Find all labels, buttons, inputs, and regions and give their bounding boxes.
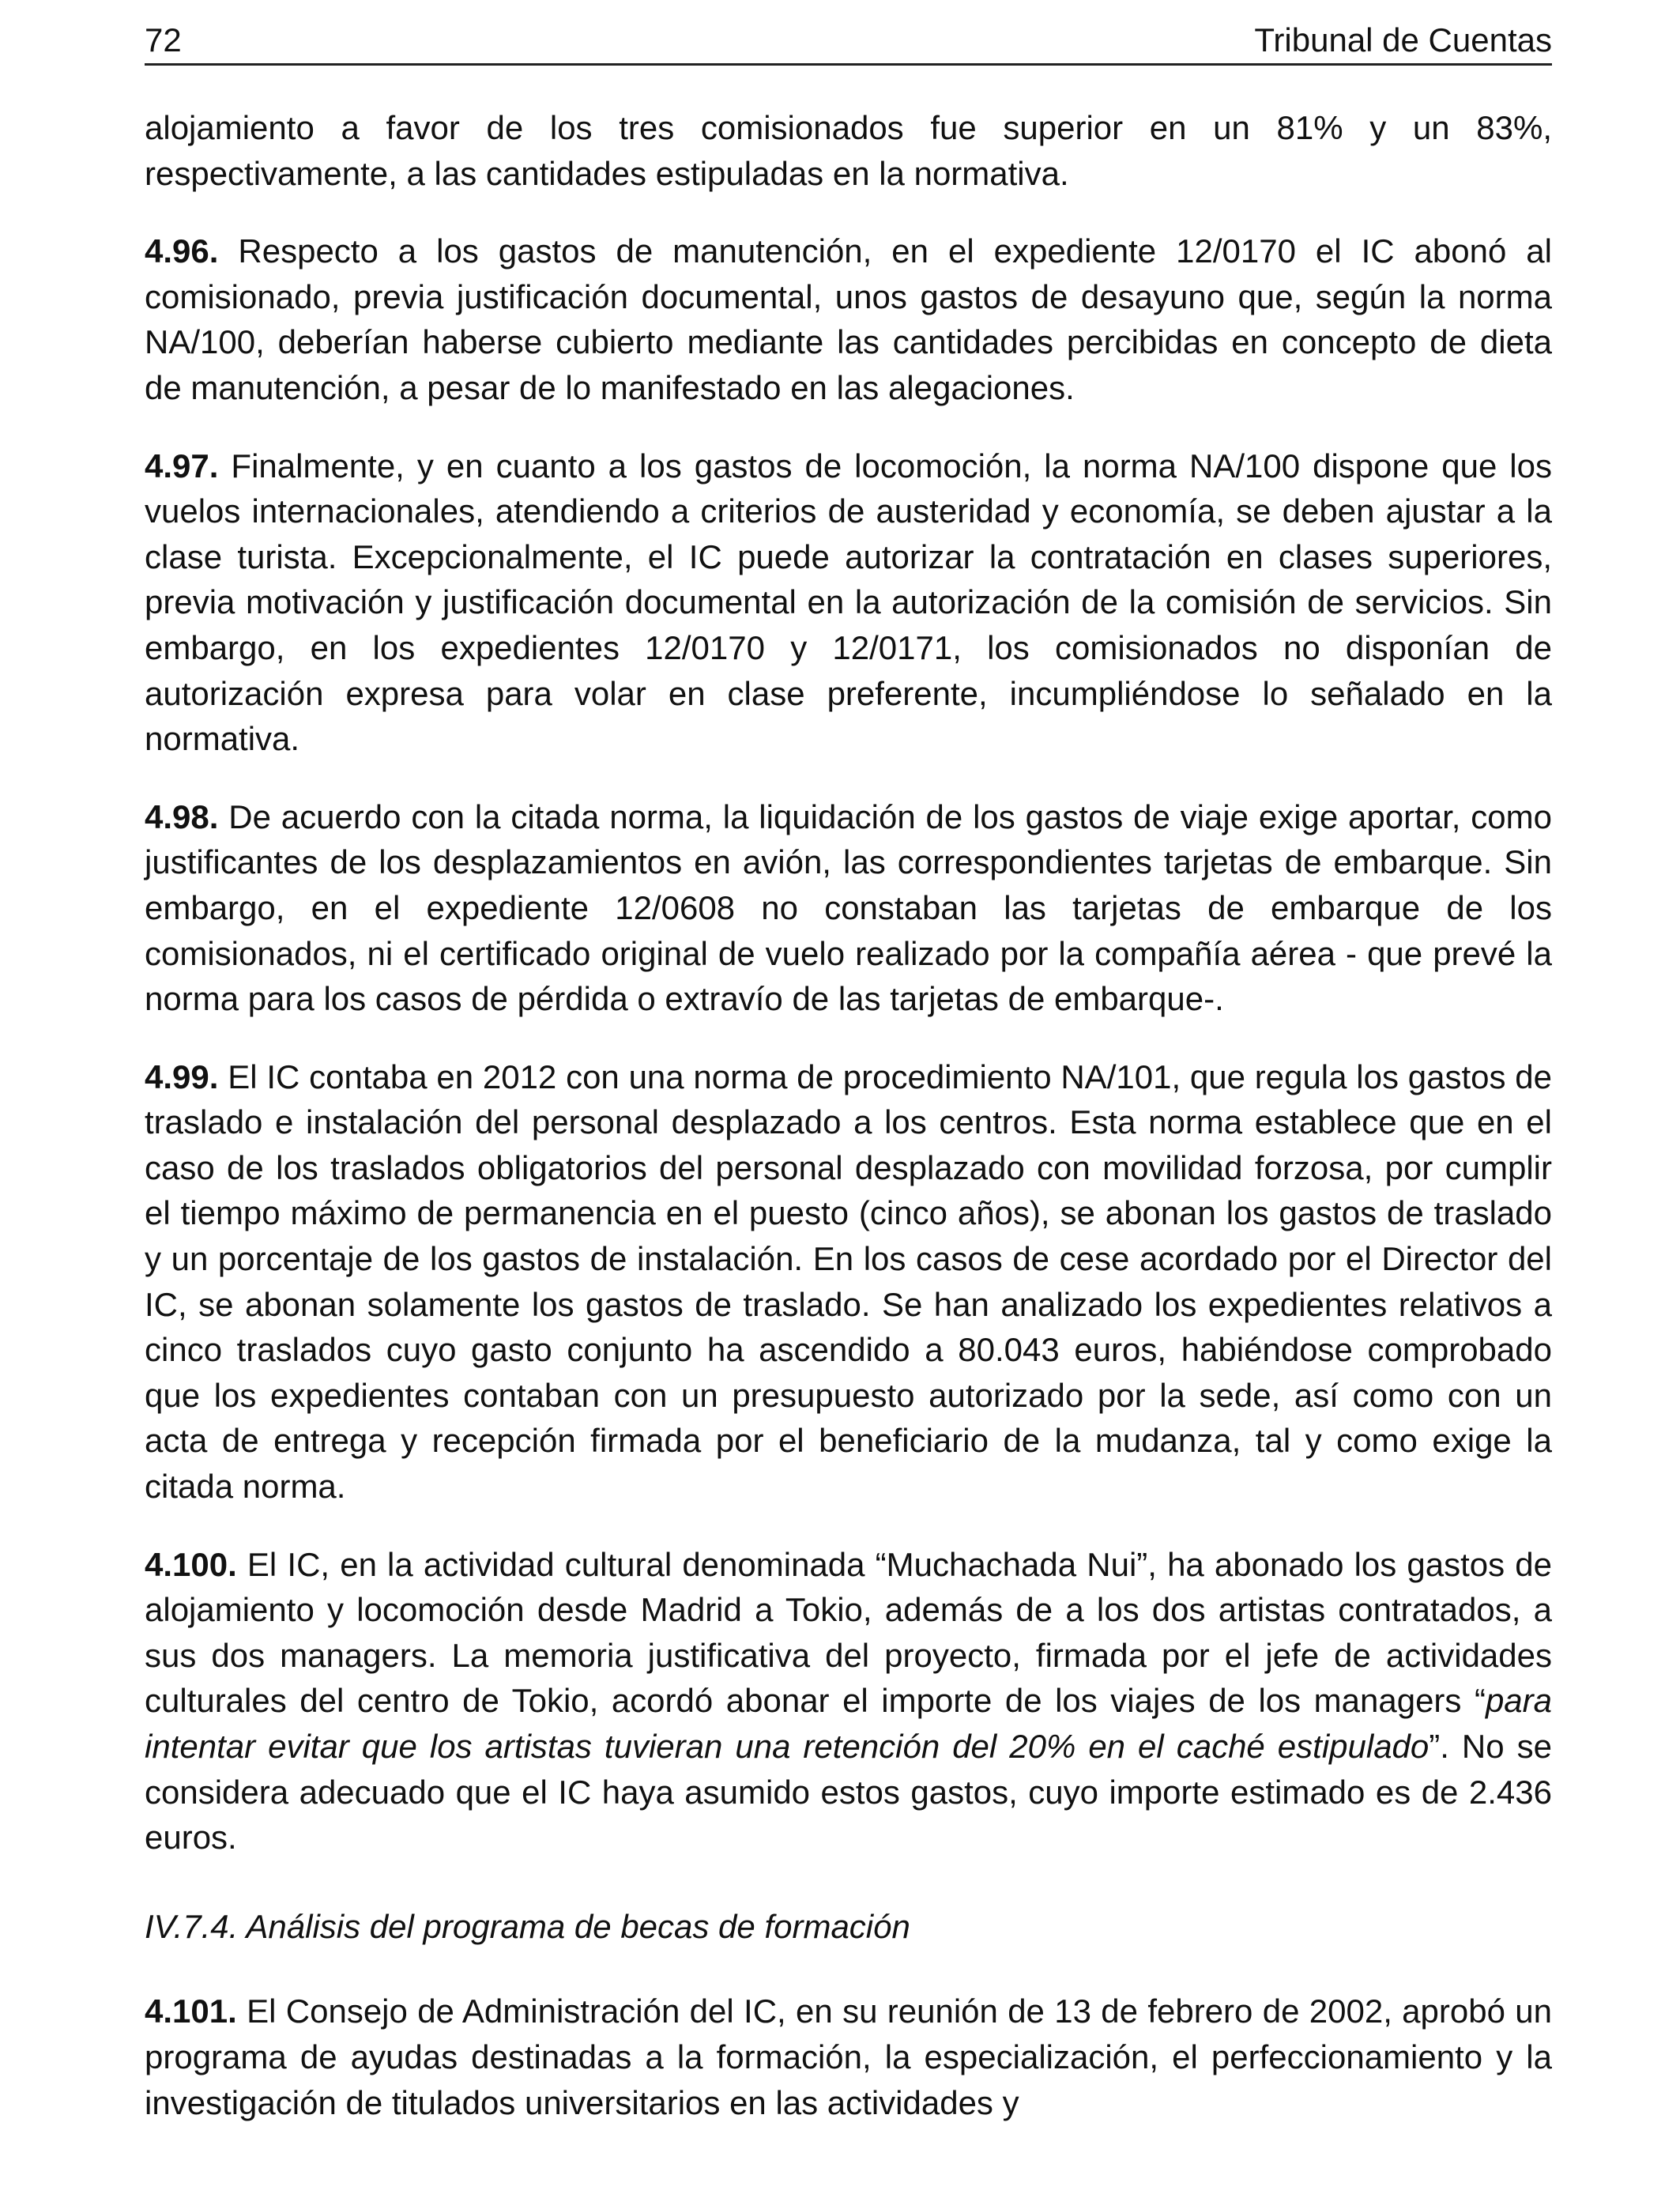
- paragraph-4-96: [145, 228, 1552, 410]
- paragraph-text: El IC, en la actividad cultural denominada “Muchachada Nui”, ha abonado los gastos de alojamiento y locomoción desde Madrid a Tokio, además de a los dos artistas contratados, a sus dos managers. La memoria justificativa del proyecto, firmada por el jefe de actividades culturales del centro de Tokio, acordó abonar el importe de los viajes de los managers “: [145, 1545, 1552, 1720]
- paragraph-number: 4.100.: [145, 1545, 237, 1583]
- paragraph-number: 4.98.: [145, 797, 219, 835]
- paragraph-4-100: [145, 1542, 1552, 1860]
- paragraph-number: 4.96.: [145, 232, 219, 270]
- paragraph-text: Respecto a los gastos de manutención, en el expediente 12/0170 el IC abonó al comisionado, previa justificación documental, unos gastos de desayuno que, según la norma NA/100, deberían haberse cubierto mediante las cantidades percibidas en concepto de dieta de manutención, a pesar de lo manifestado en las alegaciones.: [145, 232, 1552, 406]
- publisher-name: Tribunal de Cuentas: [1254, 21, 1552, 58]
- paragraph-text: Finalmente, y en cuanto a los gastos de locomoción, la norma NA/100 dispone que los vuelos internacionales, atendiendo a criterios de austeridad y economía, se deben ajustar a la clase turista. Excepcionalmente, el IC puede autorizar la contratación en clases superiores, previa motivación y justificación documental en la autorización de la comisión de servicios. Sin embargo, en los expedientes 12/0170 y 12/0171, los comisionados no disponían de autorización expresa para volar en clase preferente, incumpliéndose lo señalado en la normativa.: [145, 447, 1552, 758]
- paragraph-text-end: ”. No se considera adecuado que el IC haya asumido estos gastos, cuyo importe estimado es de 2.436 euros.: [145, 1728, 1552, 1857]
- paragraph-4-97: [145, 443, 1552, 762]
- section-heading: IV.7.4. Análisis del programa de becas de formación: [145, 1907, 910, 1945]
- paragraph-continuation: [145, 105, 1552, 196]
- paragraph-4-101: [145, 1989, 1552, 2125]
- page-header: [145, 19, 1552, 66]
- paragraph-text: El IC contaba en 2012 con una norma de procedimiento NA/101, que regula los gastos de traslado e instalación del personal desplazado a los centros. Esta norma establece que en el caso de los traslados obligatorios del personal desplazado con movilidad forzosa, por cumplir el tiempo máximo de permanencia en el puesto (cinco años), se abonan los gastos de traslado y un porcentaje de los gastos de instalación. En los casos de cese acordado por el Director del IC, se abonan solamente los gastos de traslado. Se han analizado los expedientes relativos a cinco traslados cuyo gasto conjunto ha ascendido a 80.043 euros, habiéndose comprobado que los expedientes contaban con un presupuesto autorizado por la sede, así como con un acta de entrega y recepción firmada por el beneficiario de la mudanza, tal y como exige la citada norma.: [145, 1057, 1552, 1506]
- page-number: 72: [145, 21, 182, 58]
- paragraph-number: 4.99.: [145, 1057, 219, 1095]
- paragraph-4-99: [145, 1054, 1552, 1510]
- quoted-text: para intentar evitar que los artistas tuvieran una retención del 20% en el caché estipulado: [145, 1682, 1552, 1765]
- paragraph-text: El Consejo de Administración del IC, en su reunión de 13 de febrero de 2002, aprobó un programa de ayudas destinadas a la formación, la especialización, el perfeccionamiento y la investigación de titulados universitarios en las actividades y: [145, 1992, 1552, 2121]
- paragraph-text: alojamiento a favor de los tres comisionados fue superior en un 81% y un 83%, respectivamente, a las cantidades estipuladas en la normativa.: [145, 109, 1552, 192]
- paragraph-4-98: [145, 794, 1552, 1022]
- paragraph-number: 4.97.: [145, 447, 219, 484]
- paragraph-number: 4.101.: [145, 1992, 237, 2030]
- paragraph-text: De acuerdo con la citada norma, la liquidación de los gastos de viaje exige aportar, como justificantes de los desplazamientos en avión, las correspondientes tarjetas de embarque. Sin embargo, en el expediente 12/0608 no constaban las tarjetas de embarque de los comisionados, ni el certificado original de vuelo realizado por la compañía aérea - que prevé la norma para los casos de pérdida o extravío de las tarjetas de embarque-.: [145, 797, 1552, 1018]
